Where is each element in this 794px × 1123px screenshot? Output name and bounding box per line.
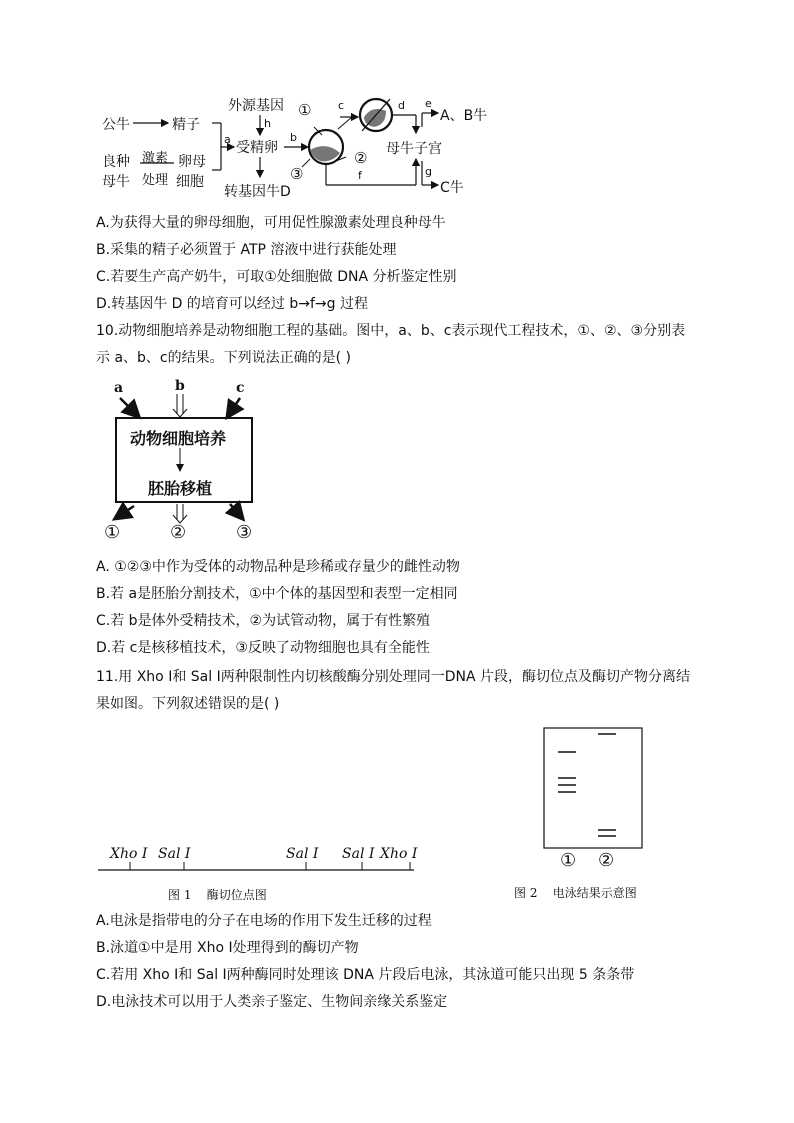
label-muniuzigong: 母牛子宫 <box>386 141 442 157</box>
q11-option-a: A.电泳是指带电的分子在电场的作用下发生迁移的过程 <box>96 913 432 929</box>
q11-fig1 <box>96 840 426 910</box>
q11-site-sal-2: Sal Ⅰ <box>286 846 319 862</box>
label-circle2: ② <box>354 149 368 167</box>
label-f: f <box>358 169 362 182</box>
label-b: b <box>290 131 297 144</box>
q11-lane-2: ② <box>598 850 615 871</box>
q10-label-c: c <box>236 380 245 396</box>
label-jingzi: 精子 <box>172 117 200 133</box>
q10-box-bottom: 胚胎移植 <box>148 479 213 498</box>
q10-result-3: ③ <box>236 522 253 543</box>
label-luanmu: 卵母 <box>178 154 206 170</box>
q10-option-b: B.若 a是胚胎分割技术，①中个体的基因型和表型一定相同 <box>96 586 458 602</box>
q11-site-sal-3: Sal Ⅰ <box>342 846 375 862</box>
label-c: c <box>338 99 345 112</box>
label-gongniu: 公牛 <box>102 117 130 133</box>
label-cniu: C牛 <box>440 180 464 196</box>
label-waiyuan: 外源基因 <box>228 98 284 114</box>
label-a: a <box>224 133 231 146</box>
q10-stem-line1: 10.动物细胞培养是动物细胞工程的基础。图中，a、b、c表示现代工程技术，①、②、③分别表 <box>96 323 686 339</box>
q9-option-c: C.若要生产高产奶牛，可取①处细胞做 DNA 分析鉴定性别 <box>96 269 457 285</box>
label-d: d <box>398 99 405 112</box>
q10-option-d: D.若 c是核移植技术，③反映了动物细胞也具有全能性 <box>96 640 430 656</box>
q10-label-a: a <box>114 380 124 396</box>
q10-stem-line2: 示 a、b、c的结果。下列说法正确的是( ) <box>96 350 351 366</box>
label-e: e <box>425 97 432 110</box>
q11-site-xho-2: Xho Ⅰ <box>380 846 418 862</box>
q11-option-d: D.电泳技术可以用于人类亲子鉴定、生物间亲缘关系鉴定 <box>96 994 448 1010</box>
q9-option-a: A.为获得大量的卵母细胞，可用促性腺激素处理良种母牛 <box>96 215 446 231</box>
label-chuli: 处理 <box>142 173 169 188</box>
q11-site-xho-1: Xho Ⅰ <box>110 846 148 862</box>
label-g: g <box>425 165 432 178</box>
label-zhuanjiyin: 转基因牛D <box>224 184 291 200</box>
q10-diagram <box>104 378 264 546</box>
q10-result-1: ① <box>104 522 121 543</box>
q10-option-c: C.若 b是体外受精技术，②为试管动物，属于有性繁殖 <box>96 613 431 629</box>
q9-option-b: B.采集的精子必须置于 ATP 溶液中进行获能处理 <box>96 242 397 258</box>
q11-stem-line1: 11.用 Xho Ⅰ和 Sal Ⅰ两种限制性内切核酸酶分别处理同一DNA 片段，酶切位点及酶切产物分离结 <box>96 669 690 685</box>
q11-fig2-gel <box>510 722 670 852</box>
q11-site-sal-1: Sal Ⅰ <box>158 846 191 862</box>
q10-box-top: 动物细胞培养 <box>130 429 227 448</box>
label-liangzhong: 良种 <box>102 154 130 170</box>
q11-lane-1: ① <box>560 850 577 871</box>
q10-label-b: b <box>175 378 185 394</box>
label-abniu: A、B牛 <box>440 108 488 124</box>
q11-option-b: B.泳道①中是用 Xho Ⅰ处理得到的酶切产物 <box>96 940 359 956</box>
q11-fig2-caption: 图 2 电泳结果示意图 <box>514 886 637 900</box>
q10-option-a: A. ①②③中作为受体的动物品种是珍稀或存量少的雌性动物 <box>96 559 460 575</box>
q11-fig2 <box>510 722 670 908</box>
label-muniu: 母牛 <box>102 174 130 190</box>
q9-option-d: D.转基因牛 D 的培育可以经过 b→f→g 过程 <box>96 296 368 312</box>
q11-fig1-caption: 图 1 酶切位点图 <box>168 888 267 902</box>
q10-result-2: ② <box>170 522 187 543</box>
q11-option-c: C.若用 Xho Ⅰ和 Sal Ⅰ两种酶同时处理该 DNA 片段后电泳，其泳道可能只出现 5 条条带 <box>96 967 635 983</box>
label-circle3: ③ <box>290 165 304 183</box>
q9-diagram <box>100 95 500 200</box>
label-jisu: 激素 <box>142 151 169 166</box>
label-shoujingluan: 受精卵 <box>236 140 278 156</box>
label-h: h <box>264 117 271 130</box>
q10-diagram-lines <box>104 378 264 546</box>
label-circle1: ① <box>298 101 312 119</box>
q11-stem-line2: 果如图。下列叙述错误的是( ) <box>96 696 280 712</box>
label-xibao: 细胞 <box>176 174 204 190</box>
